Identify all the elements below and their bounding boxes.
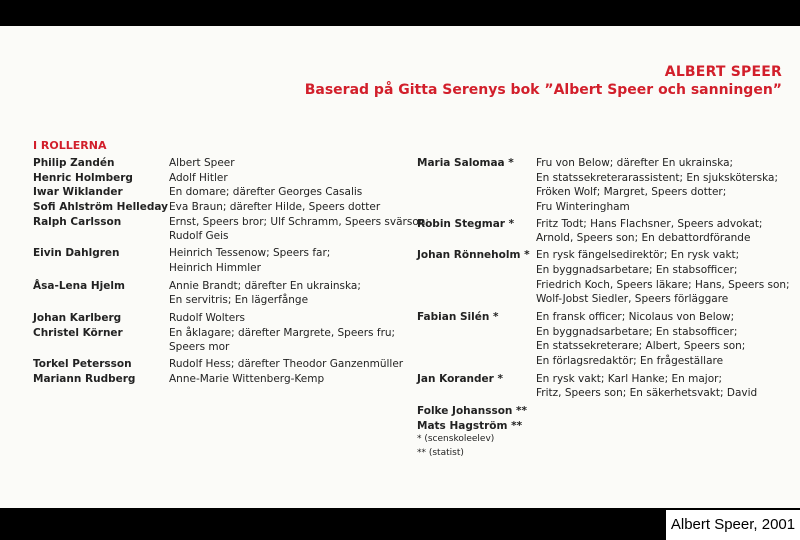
role-line: Rudolf Wolters — [169, 312, 245, 324]
actor-name: Ralph Carlsson — [33, 215, 122, 228]
footnote-extra: ** (statist) — [417, 448, 464, 458]
role-line: Friedrich Koch, Speers läkare; Hans, Speers son; — [536, 278, 790, 291]
actor-name: Henric Holmberg — [33, 171, 133, 184]
role-line: En statssekreterarassistent; En sjuksköterska; — [536, 171, 779, 184]
actor-name: Robin Stegmar * — [417, 217, 515, 230]
role-list — [169, 357, 403, 372]
role-list — [169, 326, 395, 355]
role-list — [169, 279, 361, 308]
actor-name: Johan Karlberg — [33, 312, 122, 324]
role-line: En rysk vakt; Karl Hanke; En major; — [536, 372, 722, 385]
role-list — [169, 372, 324, 387]
role-line: En domare; därefter Georges Casalis — [169, 186, 363, 199]
role-line: En fransk officer; Nicolaus von Below; — [536, 311, 735, 323]
role-line: Fritz Todt; Hans Flachsner, Speers advokat; — [536, 217, 763, 230]
role-list — [169, 311, 245, 326]
role-line: Speers mor — [169, 341, 230, 354]
role-list — [169, 171, 228, 186]
actor-name: Philip Zandén — [33, 157, 115, 169]
role-list — [169, 215, 429, 244]
actor-name: Jan Korander * — [417, 372, 503, 385]
role-list — [536, 372, 757, 401]
role-line: Fritz, Speers son; En säkerhetsvakt; David — [536, 387, 758, 400]
role-line: Arnold, Speers son; En debattordförande — [536, 232, 751, 245]
footnotes — [417, 432, 494, 460]
role-line: Annie Brandt; därefter En ukrainska; — [169, 279, 361, 292]
role-line: Fru von Below; därefter En ukrainska; — [536, 157, 734, 169]
role-list — [169, 246, 330, 275]
role-line: Albert Speer — [169, 157, 235, 169]
role-line: En byggnadsarbetare; En stabsofficer; — [536, 325, 738, 338]
role-list — [536, 310, 745, 369]
footnote-student: * (scenskoleelev) — [417, 434, 495, 444]
actor-name: Åsa-Lena Hjelm — [33, 279, 125, 292]
role-list — [536, 156, 778, 215]
role-line: Wolf-Jobst Siedler, Speers förläggare — [536, 293, 729, 306]
play-title: ALBERT SPEER — [664, 64, 782, 80]
role-line: Rudolf Hess; därefter Theodor Ganzenmüller — [169, 358, 404, 371]
role-line: Adolf Hitler — [169, 171, 228, 184]
role-line: En åklagare; därefter Margrete, Speers fru; — [169, 326, 396, 339]
role-line: Fru Winteringham — [536, 201, 630, 214]
actor-name: Sofi Ahlström Helleday — [33, 201, 169, 214]
role-list — [536, 248, 790, 307]
role-line: En byggnadsarbetare; En stabsofficer; — [536, 263, 738, 276]
role-line: En servitris; En lägerfånge — [169, 294, 309, 307]
role-line: Eva Braun; därefter Hilde, Speers dotter — [169, 201, 381, 214]
role-line: Heinrich Tessenow; Speers far; — [169, 247, 331, 260]
actor-name: Fabian Silén * — [417, 311, 499, 323]
actor-name: Iwar Wiklander — [33, 186, 123, 199]
role-line: Ernst, Speers bror; Ulf Schramm, Speers svärson; — [169, 215, 429, 228]
role-line: En rysk fängelsedirektör; En rysk vakt; — [536, 249, 740, 262]
actor-name: Johan Rönneholm * — [417, 249, 530, 262]
program-page — [0, 26, 800, 508]
actor-name: Folke Johansson ** — [417, 405, 528, 418]
actor-name: Torkel Petersson — [33, 358, 132, 371]
role-list — [169, 200, 380, 215]
role-line: En statssekreterare; Albert, Speers son; — [536, 340, 746, 353]
role-line: Heinrich Himmler — [169, 261, 261, 274]
role-line: En förlagsredaktör; En frågeställare — [536, 355, 724, 368]
image-caption: Albert Speer, 2001 — [666, 510, 800, 540]
cast-heading: I ROLLERNA — [33, 139, 107, 152]
actor-name: Maria Salomaa * — [417, 157, 514, 169]
actor-name: Christel Körner — [33, 326, 123, 339]
role-list — [536, 217, 762, 246]
play-subtitle: Baserad på Gitta Serenys bok ”Albert Speer och sanningen” — [304, 82, 782, 98]
role-line: Rudolf Geis — [169, 230, 229, 243]
role-line: Fröken Wolf; Margret, Speers dotter; — [536, 186, 727, 199]
actor-name: Mats Hagström ** — [417, 419, 523, 432]
role-line: Anne-Marie Wittenberg-Kemp — [169, 372, 325, 385]
actor-name: Eivin Dahlgren — [33, 247, 120, 260]
role-list — [169, 185, 362, 200]
role-list — [169, 156, 235, 171]
actor-name: Mariann Rudberg — [33, 372, 136, 385]
